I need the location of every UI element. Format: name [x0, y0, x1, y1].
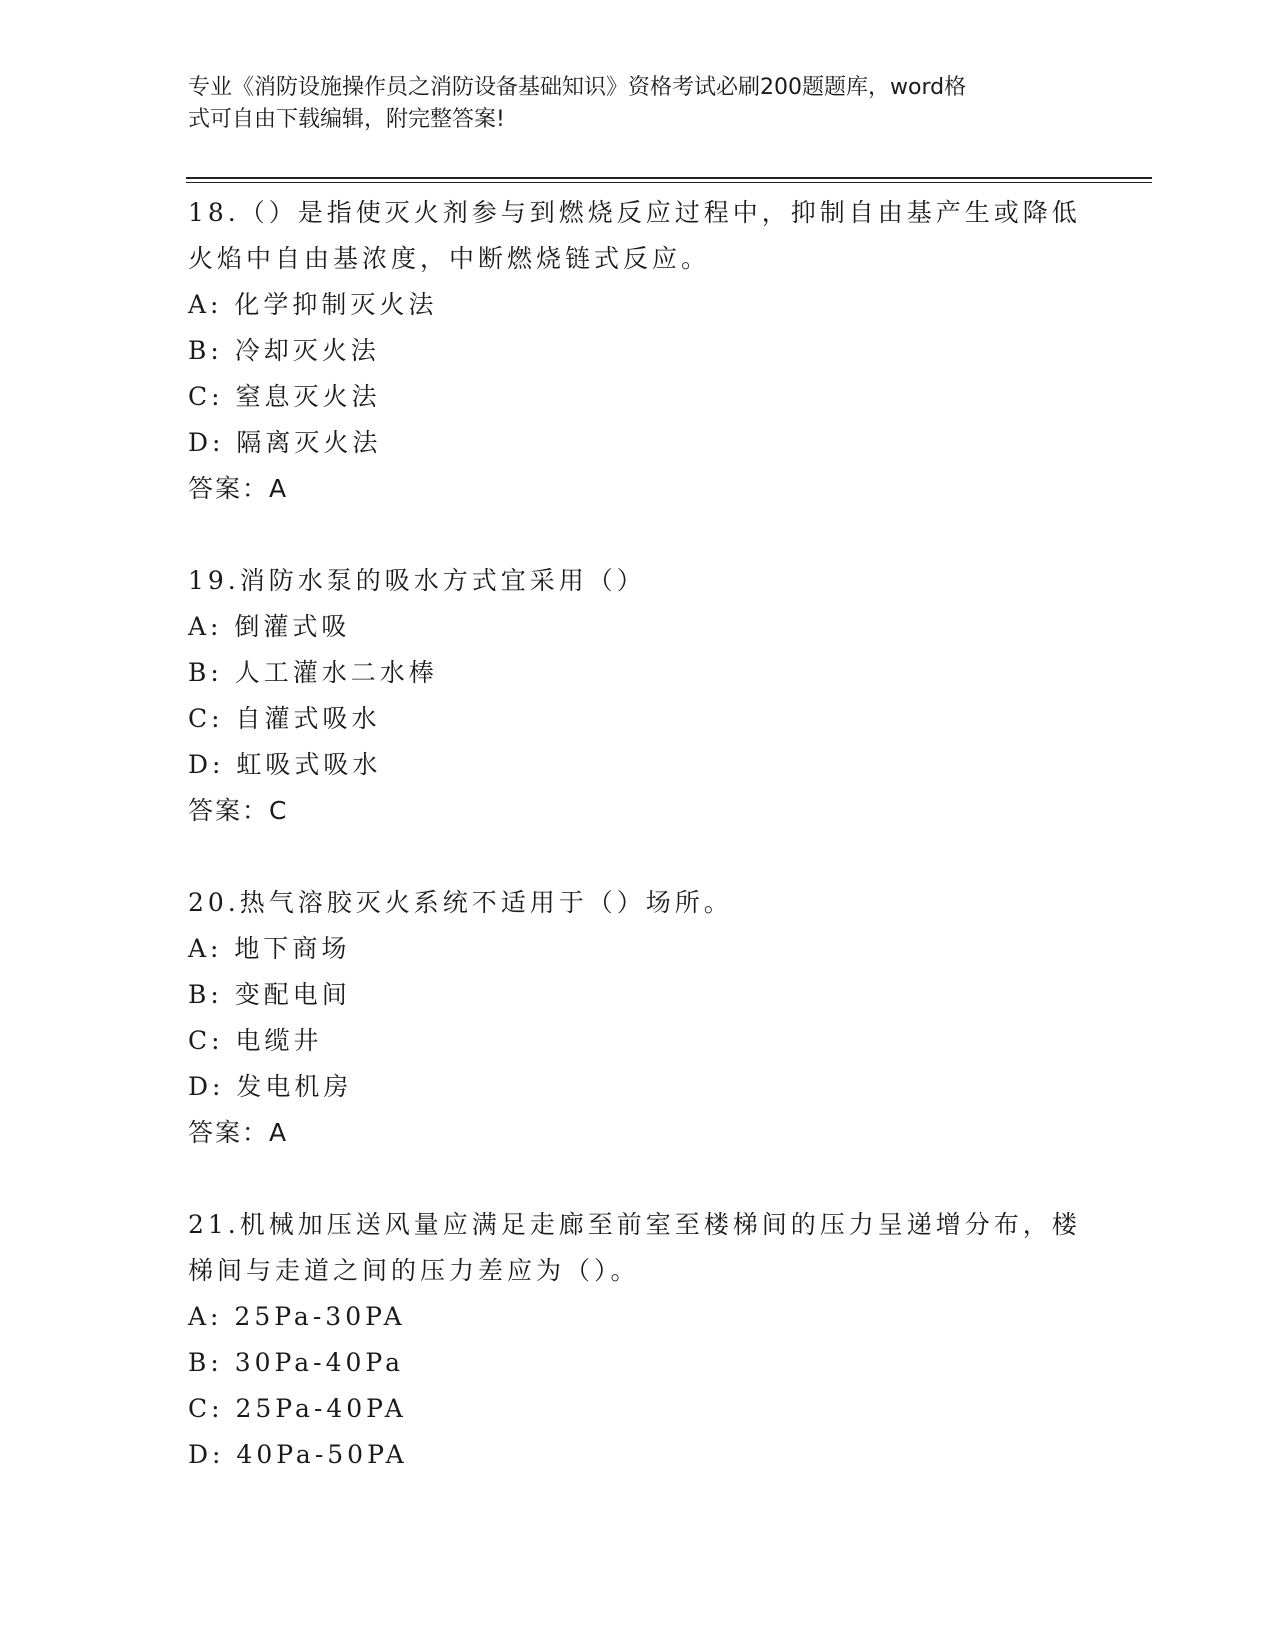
- question-19: [188, 558, 1088, 834]
- question-text: 火焰中自由基浓度，中断燃烧链式反应。: [188, 244, 711, 273]
- question-text: 18.（）是指使灭火剂参与到燃烧反应过程中，抑制自由基产生或降低: [188, 198, 1081, 227]
- spacer: [188, 1156, 1088, 1202]
- answer: 答案：A: [188, 474, 289, 503]
- option-a: A: 25Pa-30PA: [188, 1302, 406, 1331]
- spacer: [188, 512, 1088, 558]
- question-text: 21.机械加压送风量应满足走廊至前室至楼梯间的压力呈递增分布，楼: [188, 1210, 1081, 1239]
- question-text: 19.消防水泵的吸水方式宜采用（）: [188, 566, 646, 595]
- option-c: C: 窒息灭火法: [188, 382, 381, 411]
- option-b: B: 变配电间: [188, 980, 351, 1009]
- document-header: [188, 72, 1088, 136]
- question-text: 20.热气溶胶灭火系统不适用于（）场所。: [188, 888, 733, 917]
- option-a: A: 倒灌式吸: [188, 612, 351, 641]
- option-a: A: 地下商场: [188, 934, 351, 963]
- header-divider-thick: [186, 177, 1152, 179]
- question-text: 梯间与走道之间的压力差应为（）。: [188, 1256, 640, 1285]
- option-d: D: 40Pa-50PA: [188, 1440, 408, 1469]
- option-c: C: 自灌式吸水: [188, 704, 381, 733]
- option-a: A: 化学抑制灭火法: [188, 290, 438, 319]
- option-d: D: 隔离灭火法: [188, 428, 382, 457]
- spacer: [188, 834, 1088, 880]
- option-c: C: 电缆井: [188, 1026, 323, 1055]
- option-d: D: 虹吸式吸水: [188, 750, 382, 779]
- question-18: [188, 190, 1088, 512]
- option-b: B: 冷却灭火法: [188, 336, 380, 365]
- option-b: B: 30Pa-40Pa: [188, 1348, 405, 1377]
- answer: 答案：A: [188, 1118, 289, 1147]
- option-c: C: 25Pa-40PA: [188, 1394, 407, 1423]
- question-list: [188, 190, 1088, 1478]
- option-d: D: 发电机房: [188, 1072, 353, 1101]
- question-20: [188, 880, 1088, 1156]
- option-b: B: 人工灌水二水棒: [188, 658, 438, 687]
- header-divider-thin: [186, 182, 1152, 183]
- header-line-2: 式可自由下载编辑，附完整答案!: [188, 107, 505, 132]
- header-line-1: 专业《消防设施操作员之消防设备基础知识》资格考试必刷200题题库，word格: [188, 75, 967, 100]
- question-21: [188, 1202, 1088, 1478]
- answer: 答案：C: [188, 796, 289, 825]
